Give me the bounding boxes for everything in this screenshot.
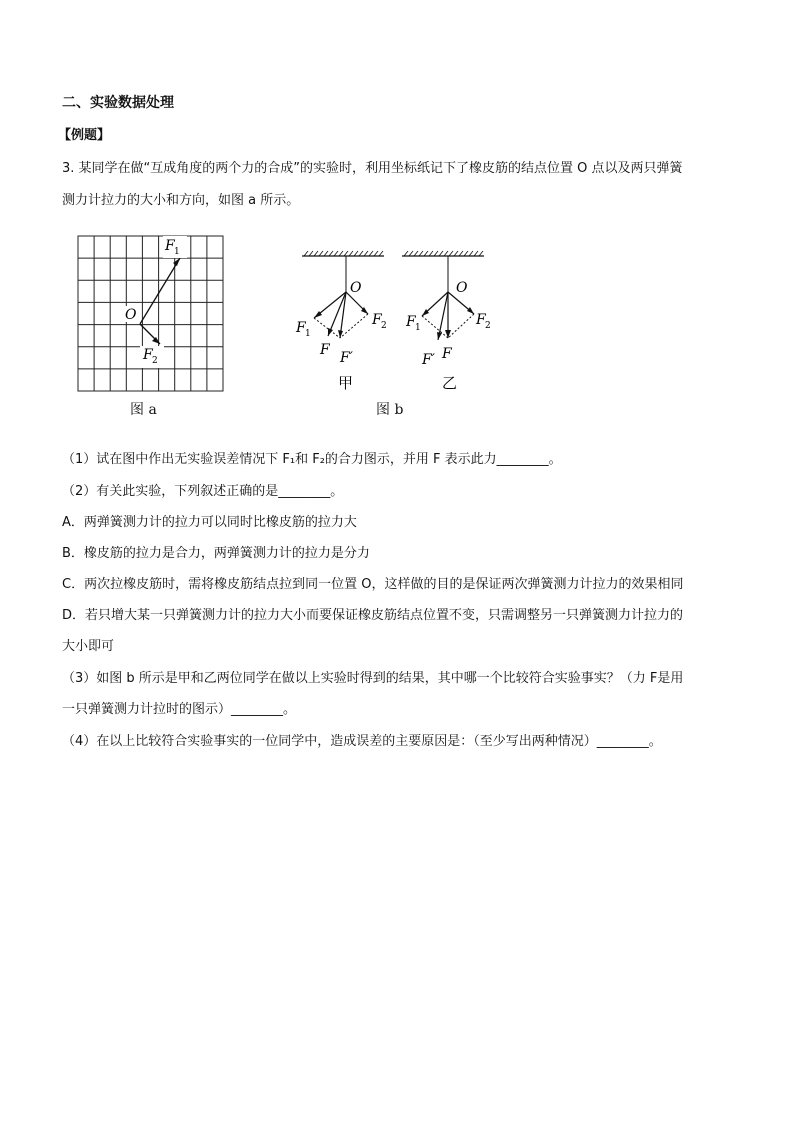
figure-b-right-label-f2-sub: 2 — [485, 321, 491, 331]
sub-question-3-line1: （3）如图 b 所示是甲和乙两位同学在做以上实验时得到的结果，其中哪一个比较符合实验事实？（力 F是用 — [62, 671, 684, 686]
figure-b-left — [295, 251, 387, 392]
figure-b-right-label-o: O — [456, 280, 468, 296]
option-d-line1: D．若只增大某一只弹簧测力计的拉力大小而要保证橡皮筋结点位置不变，只需调整另一只弹簧测力计拉力的 — [62, 608, 684, 623]
figure-b-right-label-f1-sub: 1 — [415, 323, 421, 333]
option-b: B．橡皮筋的拉力是合力，两弹簧测力计的拉力是分力 — [62, 546, 370, 561]
figure-b-left-label-f2-sub: 2 — [381, 321, 387, 331]
figure-b-right — [402, 251, 491, 392]
f1-vector — [140, 258, 180, 324]
sub-question-3-line2: 一只弹簧测力计拉时的图示）________。 — [62, 702, 297, 717]
sub-question-1: （1）试在图中作出无实验误差情况下 F₁和 F₂的合力图示，并用 F 表示此力________。 — [62, 452, 562, 467]
figure-b-caption: 图 b — [376, 402, 404, 418]
sub-question-2: （2）有关此实验，下列叙述正确的是________。 — [62, 484, 344, 499]
figure-a-label-f2-sub: 2 — [152, 356, 158, 366]
figure-b-right-label-yi: 乙 — [442, 374, 458, 392]
figure-b-left-label-o: O — [350, 280, 362, 296]
figure-b-right-label-f: F — [442, 346, 452, 362]
section-title: 二、实验数据处理 — [62, 95, 174, 111]
option-a: A．两弹簧测力计的拉力可以同时比橡皮筋的拉力大 — [62, 515, 357, 530]
option-d-line2: 大小即可 — [62, 639, 115, 654]
figure-a — [70, 228, 240, 428]
option-c: C．两次拉橡皮筋时，需将橡皮筋结点拉到同一位置 O，这样做的目的是保证两次弹簧测力计拉力的效果相同 — [62, 577, 684, 592]
figure-b-right-label-f2: F — [476, 312, 486, 328]
figure-b-left-label-fprime: F′ — [340, 350, 353, 366]
figure-b-left-label-jia: 甲 — [338, 374, 354, 392]
example-tag: 【例题】 — [58, 128, 111, 143]
question-intro-line1: 3. 某同学在做“互成角度的两个力的合成”的实验时，利用坐标纸记下了橡皮筋的结点位置 O 点以及两只弹簧 — [62, 161, 683, 176]
figure-b-left-label-f1: F — [296, 320, 306, 336]
figure-a-caption: 图 a — [130, 402, 157, 418]
figure-a-label-f2: F — [143, 347, 153, 363]
f1-arrowhead — [173, 258, 180, 266]
figure-a-label-f1: F — [165, 238, 175, 254]
figure-b — [292, 244, 504, 394]
sub-question-4: （4）在以上比较符合实验事实的一位同学中，造成误差的主要原因是：（至少写出两种情况）________。 — [62, 734, 662, 749]
question-intro-line2: 测力计拉力的大小和方向，如图 a 所示。 — [62, 193, 300, 208]
figure-b-left-label-f2: F — [372, 312, 382, 328]
figure-b-left-label-f1-sub: 1 — [305, 329, 311, 339]
figure-b-right-label-fprime: F′ — [422, 352, 435, 368]
figure-b-right-label-f1: F — [406, 314, 416, 330]
figure-a-label-o: O — [125, 307, 137, 323]
figure-b-left-label-f: F — [320, 342, 330, 358]
figure-a-label-f1-sub: 1 — [174, 247, 180, 257]
